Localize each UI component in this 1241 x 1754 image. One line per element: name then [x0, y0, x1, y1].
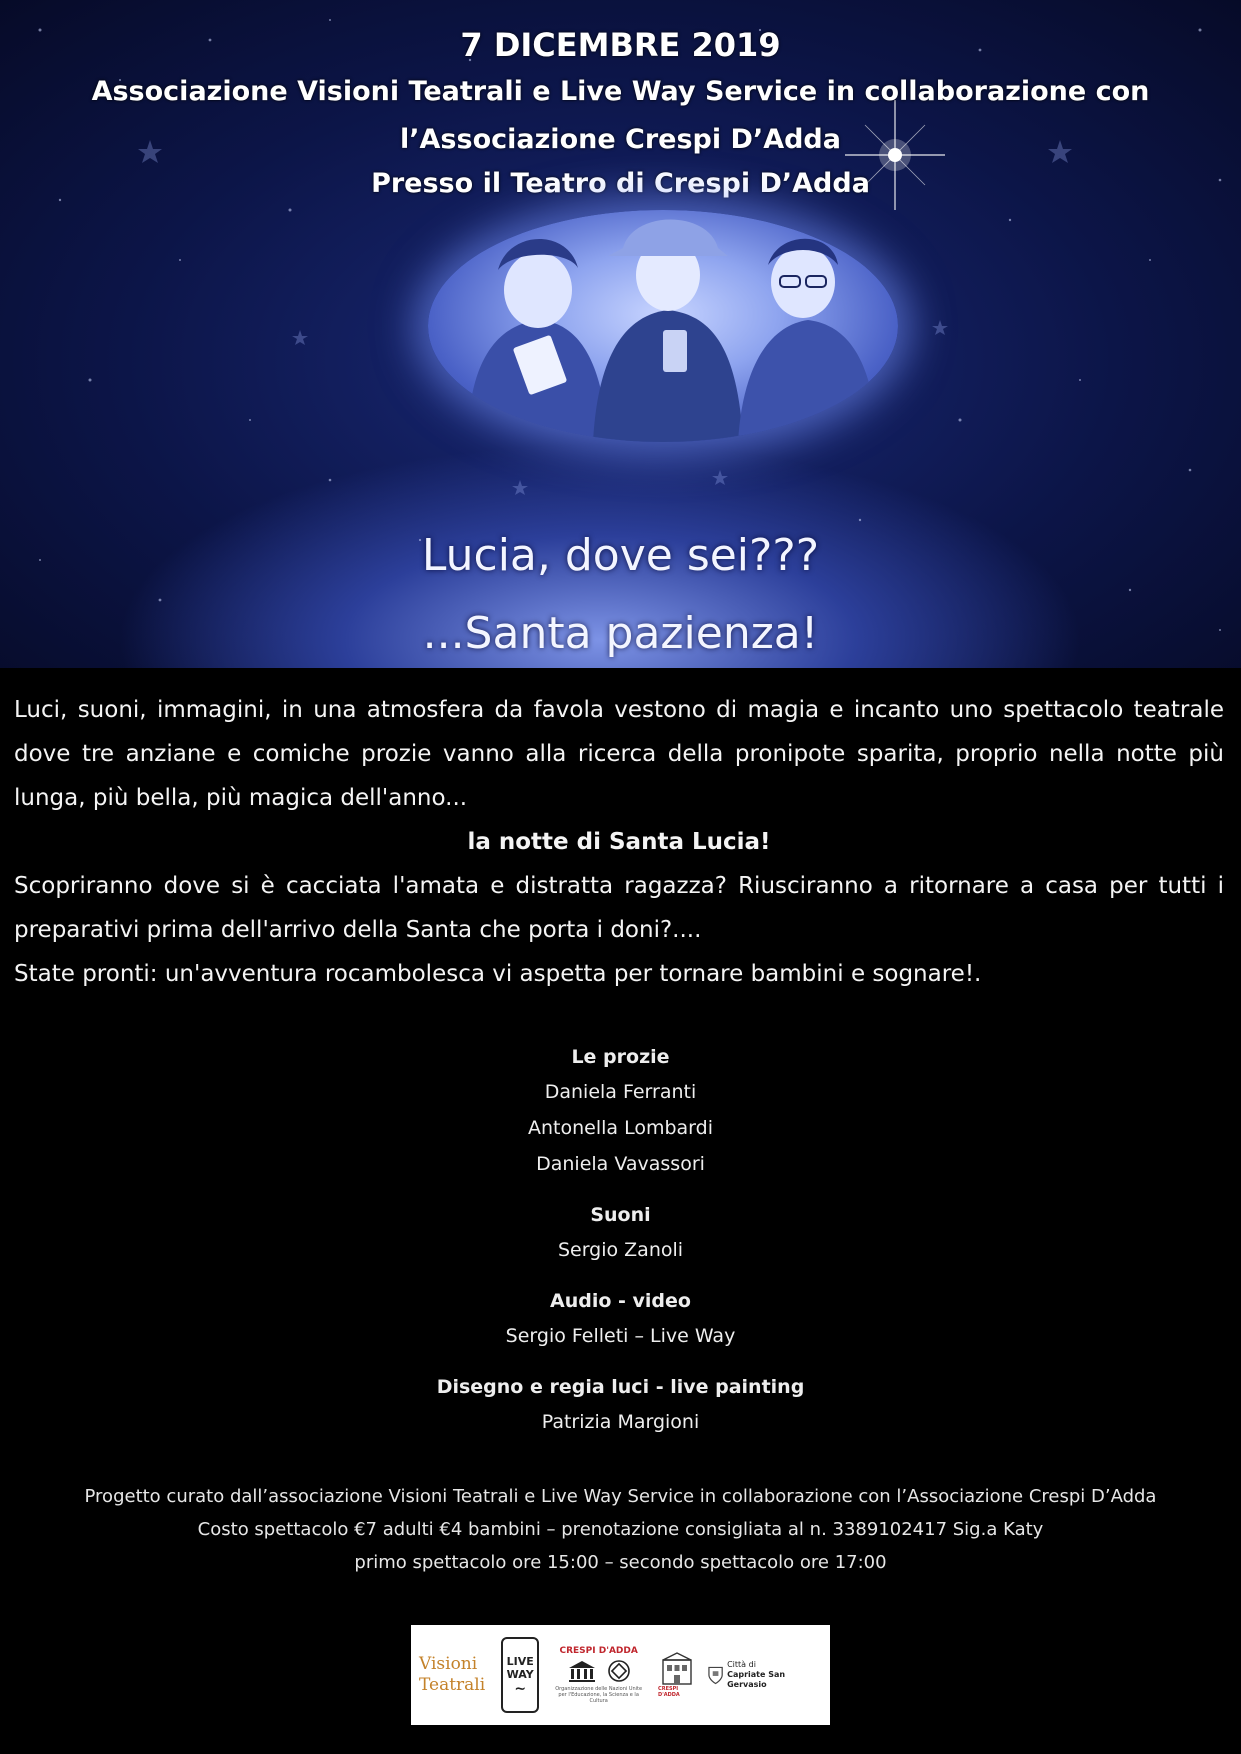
credit-block: [0, 1284, 1241, 1354]
credit-role: Le prozie: [571, 1046, 670, 1068]
factory-building-icon: [659, 1652, 695, 1686]
showtimes-line: primo spettacolo ore 15:00 – secondo spettacolo ore 17:00: [354, 1552, 887, 1573]
play-title-line1: Lucia, dove sei???: [421, 530, 820, 581]
credit-role: Disegno e regia luci - live painting: [436, 1376, 805, 1398]
credit-name: Sergio Felleti – Live Way: [505, 1325, 736, 1347]
logo-text: WAY: [506, 1667, 534, 1681]
credit-name: Daniela Vavassori: [536, 1153, 705, 1175]
logo-text: LIVE: [506, 1654, 534, 1668]
organizers-line: Associazione Visioni Teatrali e Live Way Service in collaborazione con: [91, 76, 1150, 107]
live-way-logo: [501, 1637, 539, 1713]
play-title-line2: ...Santa pazienza!: [422, 608, 819, 659]
three-actresses-photo: [428, 210, 898, 442]
event-date: 7 DICEMBRE 2019: [460, 26, 781, 64]
coat-of-arms-icon: [708, 1665, 723, 1685]
credit-role: Audio - video: [550, 1290, 691, 1312]
unesco-crespi-logo: [551, 1646, 646, 1704]
capriate-san-gervasio-logo: [708, 1660, 822, 1690]
credit-block: [0, 1370, 1241, 1440]
price-booking-line: Costo spettacolo €7 adulti €4 bambini – prenotazione consigliata al n. 3389102417 Sig.a Katy: [197, 1519, 1044, 1540]
credit-role: Suoni: [590, 1204, 651, 1226]
partner-line: l’Associazione Crespi D’Adda: [400, 124, 841, 155]
sponsor-logos-strip: [411, 1625, 830, 1725]
credit-block: [0, 1040, 1241, 1182]
credit-name: Patrizia Margioni: [541, 1411, 700, 1433]
credit-name: Daniela Ferranti: [544, 1081, 697, 1103]
logo-text: Città di: [727, 1660, 756, 1669]
visioni-teatrali-logo: [419, 1654, 489, 1696]
description-paragraph-2: Scopriranno dove si è cacciata l'amata e distratta ragazza? Riusciranno a ritornare a casa per tutti i preparativi prima dell'arrivo della Santa che porta i doni?....: [14, 873, 1224, 943]
logo-text: Capriate San Gervasio: [727, 1670, 786, 1689]
description-paragraph-1: Luci, suoni, immagini, in una atmosfera da favola vestono di magia e incanto uno spettacolo teatrale dove tre anziane e comiche prozie vanno alla ricerca della pronipote sparita, proprio nella notte più lunga, più bella, più magica dell'anno...: [14, 697, 1224, 811]
crespi-dadda-logo: [658, 1652, 696, 1698]
play-description: [14, 688, 1224, 996]
logo-caption: CRESPI D'ADDA: [658, 1686, 680, 1698]
highlight-line: la notte di Santa Lucia!: [467, 829, 771, 855]
unesco-temple-icon: [567, 1659, 597, 1683]
description-paragraph-3: State pronti: un'avventura rocambolesca vi aspetta per tornare bambini e sognare!.: [14, 961, 982, 987]
logo-text: CRESPI D'ADDA: [559, 1646, 638, 1656]
logo-text: Teatrali: [419, 1675, 486, 1695]
venue-line: Presso il Teatro di Crespi D’Adda: [371, 168, 870, 199]
cast-credits: [0, 1040, 1241, 1456]
poster-header-image: [0, 0, 1241, 668]
wave-icon: ∼: [514, 1680, 527, 1697]
project-credit-line: Progetto curato dall’associazione Visioni Teatrali e Live Way Service in collaborazione con l’Associazione Crespi D’Adda: [84, 1486, 1157, 1507]
credit-name: Antonella Lombardi: [528, 1117, 713, 1139]
event-info-footer: [0, 1480, 1241, 1579]
credit-name: Sergio Zanoli: [557, 1239, 684, 1261]
credit-block: [0, 1198, 1241, 1268]
world-heritage-icon: [607, 1659, 631, 1683]
logo-caption: Organizzazione delle Nazioni Unite per l'Educazione, la Scienza e la Cultura: [555, 1686, 643, 1704]
logo-text: Visioni: [419, 1654, 478, 1674]
